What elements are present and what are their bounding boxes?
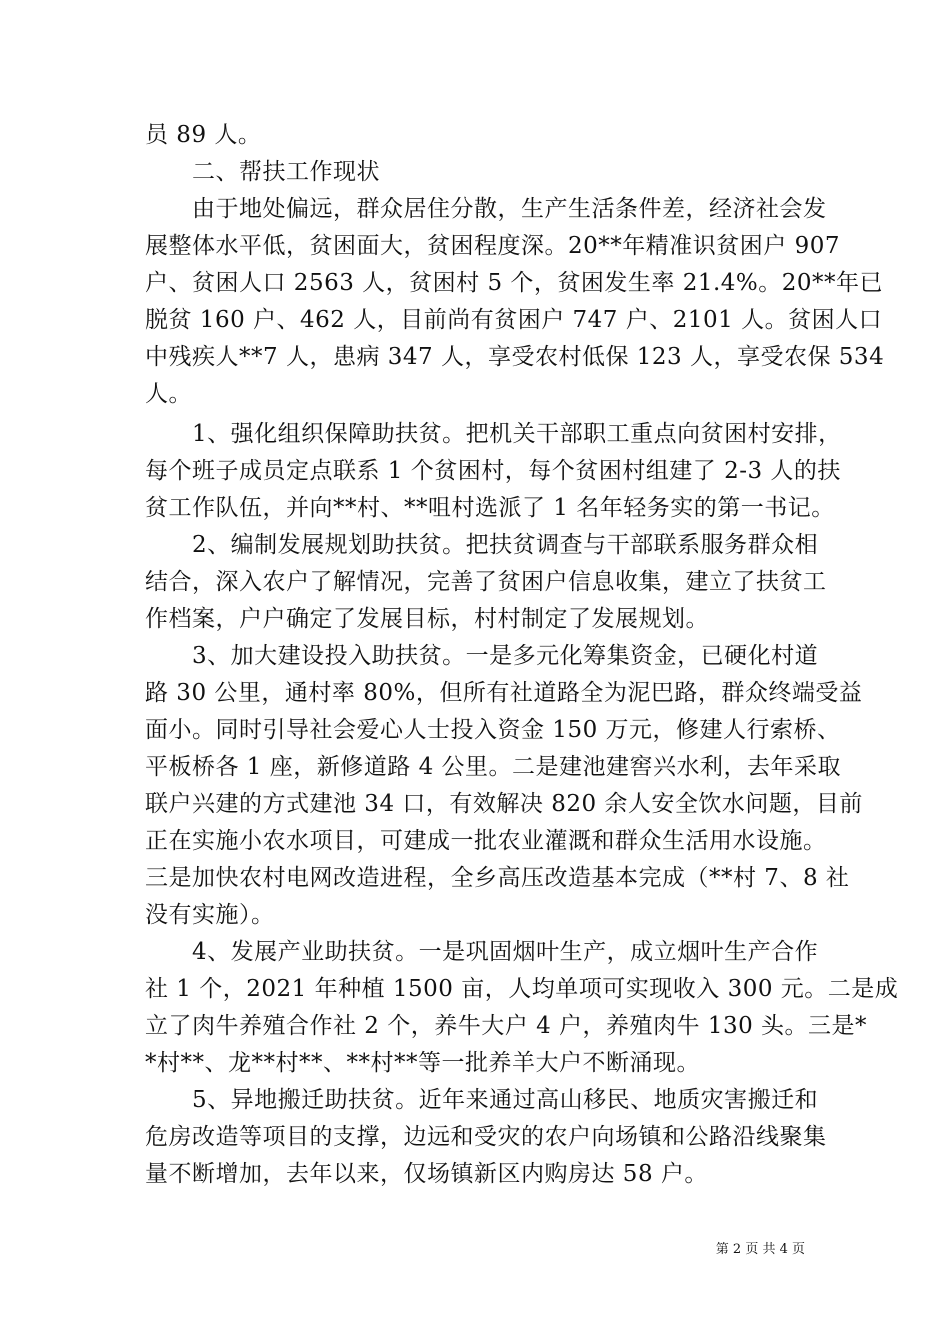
text-line: 路 30 公里，通村率 80%，但所有社道路全为泥巴路，群众终端受益	[145, 680, 863, 706]
text-line: 中残疾人**7 人，患病 347 人，享受农村低保 123 人，享受农保 534	[145, 344, 885, 370]
text-line: 每个班子成员定点联系 1 个贫困村，每个贫困村组建了 2-3 人的扶	[145, 458, 841, 484]
text-line: 社 1 个，2021 年种植 1500 亩，人均单项可实现收入 300 元。二是成	[145, 976, 899, 1002]
text-line: 立了肉牛养殖合作社 2 个，养牛大户 4 户，养殖肉牛 130 头。三是*	[145, 1013, 868, 1039]
text-line: 联户兴建的方式建池 34 口，有效解决 820 余人安全饮水问题，目前	[145, 791, 863, 817]
text-line: 结合，深入农户了解情况，完善了贫困户信息收集，建立了扶贫工	[145, 569, 827, 595]
text-line: 由于地处偏远，群众居住分散，生产生活条件差，经济社会发	[145, 196, 827, 222]
text-line: 员 89 人。	[145, 122, 262, 148]
text-line: 脱贫 160 户、462 人，目前尚有贫困户 747 户、2101 人。贫困人口	[145, 307, 883, 333]
text-line: 三是加快农村电网改造进程，全乡高压改造基本完成（**村 7、8 社	[145, 865, 850, 891]
text-line: 面小。同时引导社会爱心人士投入资金 150 万元，修建人行索桥、	[145, 717, 841, 743]
text-line: *村**、龙**村**、**村**等一批养羊大户不断涌现。	[145, 1050, 700, 1076]
text-line: 人。	[145, 381, 192, 407]
text-line: 没有实施）。	[145, 902, 275, 928]
text-line: 正在实施小农水项目，可建成一批农业灌溉和群众生活用水设施。	[145, 828, 827, 854]
text-line: 4、发展产业助扶贫。一是巩固烟叶生产，成立烟叶生产合作	[145, 939, 819, 965]
text-line: 平板桥各 1 座，新修道路 4 公里。二是建池建窖兴水利，去年采取	[145, 754, 842, 780]
text-line: 2、编制发展规划助扶贫。把扶贫调查与干部联系服务群众相	[145, 532, 819, 558]
text-line: 展整体水平低，贫困面大，贫困程度深。20**年精准识贫困户 907	[145, 233, 840, 259]
section-heading: 二、帮扶工作现状	[145, 159, 380, 185]
page-number-footer: 第 2 页 共 4 页	[715, 1242, 805, 1257]
text-line: 贫工作队伍，并向**村、**咀村选派了 1 名年轻务实的第一书记。	[145, 495, 835, 521]
text-line: 3、加大建设投入助扶贫。一是多元化筹集资金，已硬化村道	[145, 643, 819, 669]
text-line: 作档案，户户确定了发展目标，村村制定了发展规划。	[145, 606, 709, 632]
text-line: 户、贫困人口 2563 人，贫困村 5 个，贫困发生率 21.4%。20**年已	[145, 270, 884, 296]
text-line: 量不断增加，去年以来，仅场镇新区内购房达 58 户。	[145, 1161, 708, 1187]
text-line: 5、异地搬迁助扶贫。近年来通过高山移民、地质灾害搬迁和	[145, 1087, 819, 1113]
text-line: 1、强化组织保障助扶贫。把机关干部职工重点向贫困村安排，	[145, 421, 842, 447]
text-line: 危房改造等项目的支撑，边远和受灾的农户向场镇和公路沿线聚集	[145, 1124, 827, 1150]
